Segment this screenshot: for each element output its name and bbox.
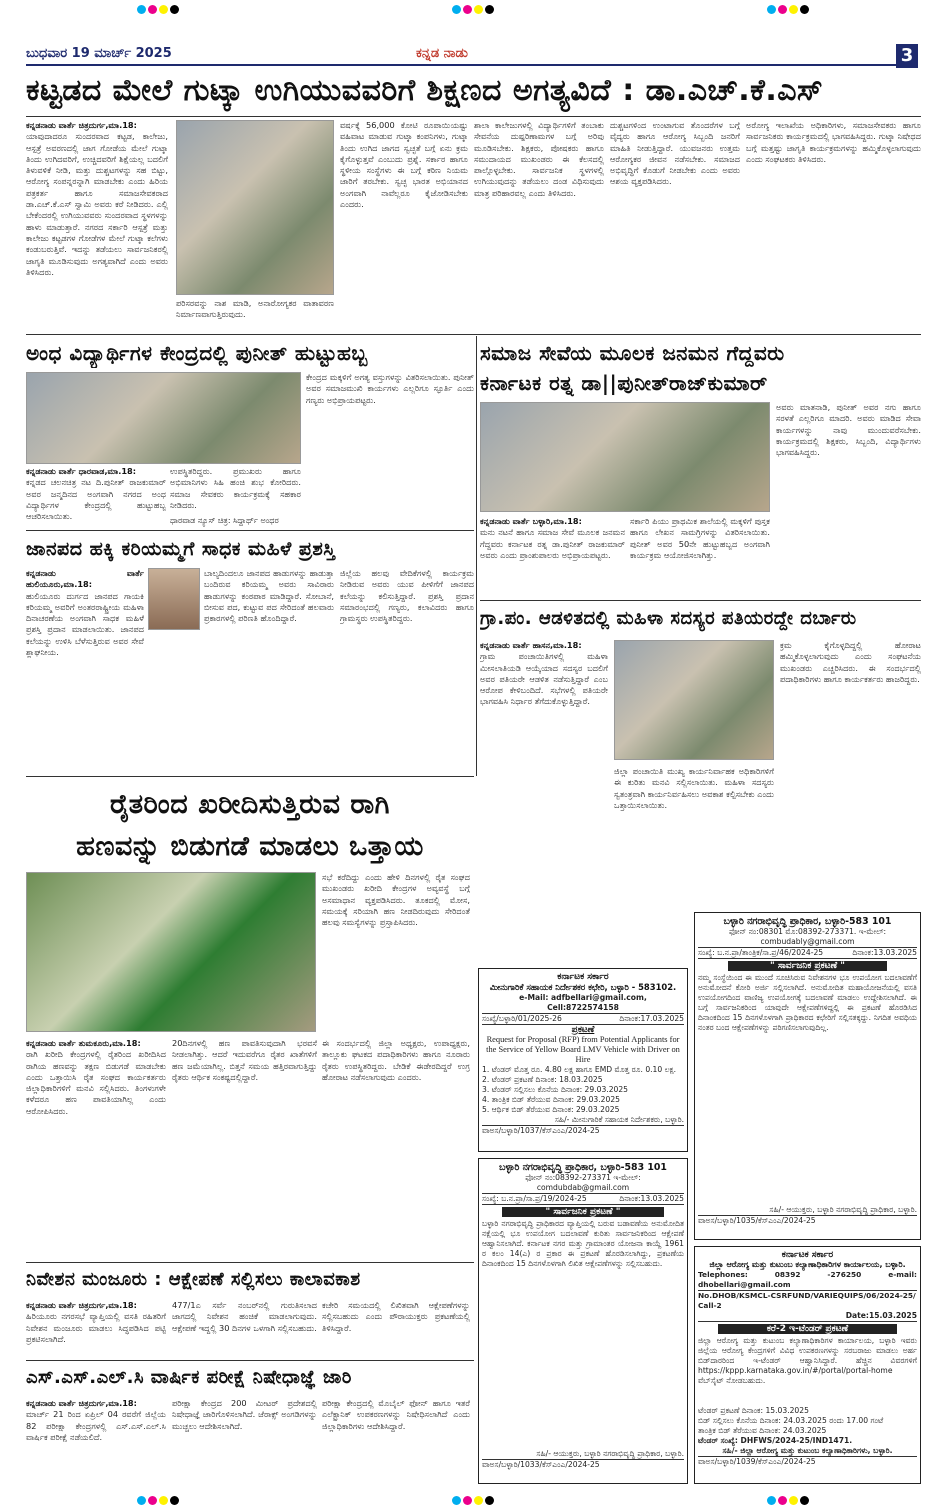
story5-photo xyxy=(614,640,774,760)
story6-photo xyxy=(26,872,316,1032)
ad-ref: ವಾಅಸ/ಬಳ್ಳಾರಿ/1035/ಕೆಸ್‌ಎಂಎ/2024-25 xyxy=(698,1215,917,1226)
story1-column: ಶಾಲಾ ಕಾಲೇಜುಗಳಲ್ಲಿ ವಿದ್ಯಾರ್ಥಿಗಳಿಗೆ ತಂಬಾಕು ಸೇವನೆಯ ದುಷ್ಪರಿಣಾಮಗಳ ಬಗ್ಗೆ ಅರಿವು ಮೂಡಿಸಬೇಕು. ಶಿಕ್ಷಕರು, ಪೋಷಕರು ಹಾಗೂ ಸಮುದಾಯದ ಮುಖಂಡರು ಈ ಕೆಲಸದಲ್ಲಿ ಪಾಲ್ಗೊಳ್ಳಬೇಕು. ಸಾರ್ವಜನಿಕ ಸ್ಥಳಗಳಲ್ಲಿ ಉಗಿಯುವುದನ್ನು ತಡೆಯಲು ದಂಡ ವಿಧಿಸುವುದು ಮಾತ್ರ ಪರಿಹಾರವಲ್ಲ ಎಂದು ತಿಳಿಸಿದರು. xyxy=(474,120,604,198)
ad-item: ಟೆಂಡರ್ ಸಂಖ್ಯೆ: DHFWS/2024-25/IND1471. xyxy=(698,1436,853,1445)
page-number: 3 xyxy=(896,44,918,68)
paper-name: ಕನ್ನಡ ನಾಡು xyxy=(416,46,468,61)
story4-column: ಕನ್ನಡನಾಡು ವಾರ್ತೆ ಹುಲಿಯೂರು,ಮಾ.18: ಹುಲಿಯೂರು ದುರ್ಗದ ಜಾನಪದ ಗಾಯಕಿ ಕರಿಯಮ್ಮ ಅವರಿಗೆ ಅಂತರರಾಷ್ಟ್ರೀಯ ಮಹಿಳಾ ದಿನಾಚರಣೆಯ ಅಂಗವಾಗಿ ಸಾಧಕ ಮಹಿಳೆ ಪ್ರಶಸ್ತಿ ಪ್ರದಾನ ಮಾಡಲಾಯಿತು. ಜಾನಪದ ಕಲೆಯನ್ನು ಉಳಿಸಿ ಬೆಳೆಸುತ್ತಿರುವ ಅವರ ಸೇವೆ ಶ್ಲಾಘನೀಯ. xyxy=(26,568,144,658)
ad-title: " ಸಾರ್ವಜನಿಕ ಪ್ರಕಟಣೆ " xyxy=(728,961,887,971)
ad-ref: ವಾಅಸ/ಬಳ್ಳಾರಿ/1037/ಕೆಸ್‌ಎಂಎ/2024-25 xyxy=(482,1125,684,1136)
story6-headline-2: ಹಣವನ್ನು ಬಿಡುಗಡೆ ಮಾಡಲು ಒತ್ತಾಯ xyxy=(76,831,424,862)
story6-headline-1: ರೈತರಿಂದ ಖರೀದಿಸುತ್ತಿರುವ ರಾಗಿ xyxy=(110,789,390,820)
story3-headline-1: ಸಮಾಜ ಸೇವೆಯ ಮೂಲಕ ಜನಮನ ಗೆದ್ದವರು xyxy=(480,341,785,365)
ad-item: ತಾಂತ್ರಿಕ ಬಿಡ್ ತೆರೆಯುವ ದಿನಾಂಕ: 24.03.2025 xyxy=(698,1426,827,1435)
health-etender-ad xyxy=(694,1246,921,1484)
buda-notice-ad xyxy=(478,1158,688,1484)
ad-item: ಬಿಡ್ ಸಲ್ಲಿಸಲು ಕೊನೆಯ ದಿನಾಂಕ: 24.03.2025 ರಂದು 17.00 ಗಂಟೆ xyxy=(698,1416,884,1425)
story8-column: ಪರೀಕ್ಷಾ ಕೇಂದ್ರದ 200 ಮೀಟರ್ ಪ್ರದೇಶದಲ್ಲಿ ನಿಷೇಧಾಜ್ಞೆ ಜಾರಿಗೊಳಿಸಲಾಗಿದೆ. ಜೆರಾಕ್ಸ್ ಅಂಗಡಿಗಳನ್ನು ಮುಚ್ಚಲು ಆದೇಶಿಸಲಾಗಿದೆ. xyxy=(172,1398,317,1431)
story5-column: ಜಿಲ್ಲಾ ಪಂಚಾಯಿತಿ ಮುಖ್ಯ ಕಾರ್ಯನಿರ್ವಾಹಕ ಅಧಿಕಾರಿಗಳಿಗೆ ಈ ಕುರಿತು ಮನವಿ ಸಲ್ಲಿಸಲಾಯಿತು. ಮಹಿಳಾ ಸದಸ್ಯರು ಸ್ವತಂತ್ರವಾಗಿ ಕಾರ್ಯನಿರ್ವಹಿಸಲು ಅವಕಾಶ ಕಲ್ಪಿಸಬೇಕು ಎಂದು ಒತ್ತಾಯಿಸಲಾಯಿತು. xyxy=(614,766,774,810)
story1-column: ದುಶ್ಚಟಗಳಿಂದ ಉಂಟಾಗುವ ತೊಂದರೆಗಳ ಬಗ್ಗೆ ವೈದ್ಯರು ಹಾಗೂ ಆರೋಗ್ಯ ಸಿಬ್ಬಂದಿ ಜನರಿಗೆ ಮಾಹಿತಿ ನೀಡುತ್ತಿದ್ದಾರೆ. ಯುವಜನರು ಉತ್ತಮ ಆರೋಗ್ಯಕರ ಜೀವನ ನಡೆಸಬೇಕು. ಸಮಾಜದ ಅಭಿವೃದ್ಧಿಗೆ ಕೊಡುಗೆ ನೀಡಬೇಕು ಎಂದು ಅವರು ಆಶಯ ವ್ಯಕ್ತಪಡಿಸಿದರು. xyxy=(610,120,740,187)
story6-column: 20ದಿನಗಳಲ್ಲಿ ಹಣ ಪಾವತಿಸುವುದಾಗಿ ಭರವಸೆ ನೀಡಲಾಗಿತ್ತು. ಆದರೆ ಇದುವರೆಗೂ ರೈತರ ಖಾತೆಗಳಿಗೆ ಹಣ ಜಮೆಯಾಗಿಲ್ಲ. ಬಿತ್ತನೆ ಸಮಯ ಹತ್ತಿರವಾಗುತ್ತಿದ್ದು ರೈತರು ಆರ್ಥಿಕ ಸಂಕಷ್ಟದಲ್ಲಿದ್ದಾರೆ. xyxy=(172,1038,317,1082)
story1-photo xyxy=(176,120,334,295)
ad-item: 3. ಟೆಂಡರ್ ಸಲ್ಲಿಸಲು ಕೊನೆಯ ದಿನಾಂಕ: 29.03.2025 xyxy=(482,1085,629,1094)
ad-text: ಬಳ್ಳಾರಿ ನಗರಾಭಿವೃದ್ಧಿ ಪ್ರಾಧಿಕಾರದ ವ್ಯಾಪ್ತಿಯಲ್ಲಿ ಬರುವ ಬಡಾವಣೆಯ ಅನುಮೋದಿತ ನಕ್ಷೆಯಲ್ಲಿ ಭೂ ಉಪಯೋಗ ಬದಲಾವಣೆ ಕುರಿತು ಸಾರ್ವಜನಿಕರಿಂದ ಆಕ್ಷೇಪಣೆ ಆಹ್ವಾನಿಸಲಾಗಿದೆ. ಕರ್ನಾಟಕ ನಗರ ಮತ್ತು ಗ್ರಾಮಾಂತರ ಯೋಜನಾ ಕಾಯ್ದೆ 1961 ರ ಕಲಂ 14(ಎ) ರ ಪ್ರಕಾರ ಈ ಪ್ರಕಟಣೆ ಹೊರಡಿಸಲಾಗಿದ್ದು, ಪ್ರಕಟಣೆಯ ದಿನಾಂಕದಿಂದ 15 ದಿನಗಳೊಳಗಾಗಿ ಲಿಖಿತ ಆಕ್ಷೇಪಣೆಗಳನ್ನು ಸಲ್ಲಿಸಬಹುದು. xyxy=(482,1219,684,1268)
ad-item: 1. ಟೆಂಡರ್ ಮೊತ್ತ ರೂ. 4.80 ಲಕ್ಷ ಹಾಗೂ EMD ಮೊತ್ತ ರೂ. 0.10 ಲಕ್ಷ. xyxy=(482,1065,677,1074)
story3-column: ಸರ್ಕಾರಿ ಪಿಯು ಪ್ರಾಥಮಿಕ ಶಾಲೆಯಲ್ಲಿ ಮಕ್ಕಳಿಗೆ ಪುಸ್ತಕ ಹಾಗೂ ಲೇಖನ ಸಾಮಗ್ರಿಗಳನ್ನು ವಿತರಿಸಲಾಯಿತು. ಪುನೀತ್ ಅವರ 50ನೇ ಹುಟ್ಟುಹಬ್ಬದ ಅಂಗವಾಗಿ ಕಾರ್ಯಕ್ರಮ ಆಯೋಜಿಸಲಾಗಿತ್ತು. xyxy=(630,516,770,560)
story8-headline: ಎಸ್.ಎಸ್.ಎಲ್.ಸಿ ವಾರ್ಷಿಕ ಪರೀಕ್ಷೆ ನಿಷೇಧಾಜ್ಞೆ ಜಾರಿ xyxy=(26,1367,352,1388)
ad-phone: Telephones: 08392 -276250 e-mail: dhobellari@gmail.com xyxy=(698,1270,917,1289)
ad-office: ಜಿಲ್ಲಾ ಆರೋಗ್ಯ ಮತ್ತು ಕುಟುಂಬ ಕಲ್ಯಾಣಾಧಿಕಾರಿಗಳ ಕಾರ್ಯಾಲಯ, ಬಳ್ಳಾರಿ. xyxy=(709,1260,906,1269)
ad-signature: ಸಹಿ/- ಆಯುಕ್ತರು, ಬಳ್ಳಾರಿ ನಗರಾಭಿವೃದ್ಧಿ ಪ್ರಾಧಿಕಾರ, ಬಳ್ಳಾರಿ. xyxy=(769,1205,917,1214)
story4-column: ಬಾಲ್ಯದಿಂದಲೂ ಜಾನಪದ ಹಾಡುಗಳನ್ನು ಹಾಡುತ್ತಾ ಬಂದಿರುವ ಕರಿಯಮ್ಮ ಅವರು ಸಾವಿರಾರು ಹಾಡುಗಳನ್ನು ಕಂಠಪಾಠ ಮಾಡಿದ್ದಾರೆ. ಸೋಬಾನೆ, ಬೀಸುವ ಪದ, ಕುಟ್ಟುವ ಪದ ಸೇರಿದಂತೆ ಹಲವಾರು ಪ್ರಕಾರಗಳಲ್ಲಿ ಪರಿಣತಿ ಹೊಂದಿದ್ದಾರೆ. xyxy=(204,568,334,624)
story6-column: ಕನ್ನಡನಾಡು ವಾರ್ತೆ ತುಮಕೂರು,ಮಾ.18: ರಾಗಿ ಖರೀದಿ ಕೇಂದ್ರಗಳಲ್ಲಿ ರೈತರಿಂದ ಖರೀದಿಸಿದ ರಾಗಿಯ ಹಣವನ್ನು ತಕ್ಷಣ ಬಿಡುಗಡೆ ಮಾಡಬೇಕು ಎಂದು ಒತ್ತಾಯಿಸಿ ರೈತ ಸಂಘದ ಕಾರ್ಯಕರ್ತರು ಜಿಲ್ಲಾಧಿಕಾರಿಗಳಿಗೆ ಮನವಿ ಸಲ್ಲಿಸಿದರು. ತಿಂಗಳುಗಳೇ ಕಳೆದರೂ ಹಣ ಪಾವತಿಯಾಗಿಲ್ಲ ಎಂದು ಆರೋಪಿಸಿದರು. xyxy=(26,1038,166,1116)
story2-column: ಕೇಂದ್ರದ ಮಕ್ಕಳಿಗೆ ಅಗತ್ಯ ವಸ್ತುಗಳನ್ನು ವಿತರಿಸಲಾಯಿತು. ಪುನೀತ್ ಅವರ ಸಮಾಜಮುಖಿ ಕಾರ್ಯಗಳು ಎಲ್ಲರಿಗೂ ಸ್ಫೂರ್ತಿ ಎಂದು ಗಣ್ಯರು ಅಭಿಪ್ರಾಯಪಟ್ಟರು. xyxy=(306,372,474,405)
story2-photo xyxy=(26,372,301,464)
story3-column: ಅವರು ಮಾತನಾಡಿ, ಪುನೀತ್ ಅವರ ನಗು ಹಾಗೂ ಸರಳತೆ ಎಲ್ಲರಿಗೂ ಮಾದರಿ. ಅವರು ಮಾಡಿದ ಸೇವಾ ಕಾರ್ಯಗಳನ್ನು ನಾವು ಮುಂದುವರೆಸಬೇಕು. ಕಾರ್ಯಕ್ರಮದಲ್ಲಿ ಶಿಕ್ಷಕರು, ಸಿಬ್ಬಂದಿ, ವಿದ್ಯಾರ್ಥಿಗಳು ಭಾಗವಹಿಸಿದ್ದರು. xyxy=(776,402,921,458)
ad-number: ಸಂಖ್ಯೆ/ಬಳ್ಳಾರಿ/01/2025-26 xyxy=(482,1014,562,1023)
column-divider xyxy=(476,336,477,776)
ad-signature: ಸಹಿ/- ಜಿಲ್ಲಾ ಆರೋಗ್ಯ ಮತ್ತು ಕುಟುಂಬ ಕಲ್ಯಾಣಾಧಿಕಾರಿಗಳು, ಬಳ್ಳಾರಿ. xyxy=(722,1446,893,1455)
fisheries-tender-ad xyxy=(478,968,688,1152)
ad-ref: ವಾಅಸ/ಬಳ್ಳಾರಿ/1039/ಕೆಸ್‌ಎಂಎ/2024-25 xyxy=(698,1456,917,1467)
ad-phone: ಫೋನ್ ನಂ:08301 ಮೊ:08392-273371. ಇ-ಮೇಲ್: combudably@gmail.com xyxy=(728,927,887,946)
story2-caption: ಧಾರವಾಡ ನ್ಯೂಸ್ ಚಿತ್ರ: ಸಿದ್ದಾರ್ಥ್ ಅಂಧರ xyxy=(170,516,279,525)
ad-title: " ಸಾರ್ವಜನಿಕ ಪ್ರಕಟಣೆ " xyxy=(502,1207,664,1217)
story7-column: ಕಚೇರಿ ಸಮಯದಲ್ಲಿ ಲಿಖಿತವಾಗಿ ಆಕ್ಷೇಪಣೆಗಳನ್ನು ಸಲ್ಲಿಸಬಹುದು ಎಂದು ಪೌರಾಯುಕ್ತರು ಪ್ರಕಟಣೆಯಲ್ಲಿ ತಿಳಿಸಿದ್ದಾರೆ. xyxy=(322,1300,470,1333)
buda-land-use-ad xyxy=(694,912,921,1240)
ad-header: ಕರ್ನಾಟಕ ಸರ್ಕಾರ xyxy=(557,972,609,982)
story1-column: ವರ್ಷಕ್ಕೆ 56,000 ಕೋಟಿ ರೂಪಾಯಿಯಷ್ಟು ವಹಿವಾಟ ಮಾಡುವ ಗುಟ್ಕಾ ಕಂಪನಿಗಳು, ಗುಟ್ಕಾ ತಿಂದು ಉಗಿದ ಜಾಗದ ಸ್ವಚ್ಛತೆ ಬಗ್ಗೆ ಏನು ಕ್ರಮ ಕೈಗೊಳ್ಳುತ್ತವೆ ಎಂಬುದು ಪ್ರಶ್ನೆ. ಸರ್ಕಾರ ಹಾಗೂ ಸ್ಥಳೀಯ ಸಂಸ್ಥೆಗಳು ಈ ಬಗ್ಗೆ ಕಠಿಣ ನಿಯಮ ಜಾರಿಗೆ ತರಬೇಕು. ಸ್ವಚ್ಛ ಭಾರತ ಅಭಿಯಾನದ ಅಂಗವಾಗಿ ನಾವೆಲ್ಲರೂ ಕೈಜೋಡಿಸಬೇಕು ಎಂದರು. xyxy=(340,120,468,210)
ad-header: ಬಳ್ಳಾರಿ ನಗರಾಭಿವೃದ್ಧಿ ಪ್ರಾಧಿಕಾರ, ಬಳ್ಳಾರಿ-583 101 xyxy=(499,1162,667,1173)
ad-title: ಕರೆ-2 ಇ-ಟೆಂಡರ್ ಪ್ರಕಟಣೆ xyxy=(718,1324,897,1334)
divider xyxy=(26,530,474,531)
story6-column: ಸಭೆ ಕರೆದಿದ್ದು ಎಂದು ಹೇಳಿ ದಿನಗಳಲ್ಲಿ ರೈತ ಸಂಘದ ಮುಖಂಡರು ಖರೀದಿ ಕೇಂದ್ರಗಳ ಅವ್ಯವಸ್ಥೆ ಬಗ್ಗೆ ಅಸಮಾಧಾನ ವ್ಯಕ್ತಪಡಿಸಿದರು. ತೂಕದಲ್ಲಿ ಮೋಸ, ಸಮಯಕ್ಕೆ ಸರಿಯಾಗಿ ಹಣ ನೀಡದಿರುವುದು ಸೇರಿದಂತೆ ಹಲವು ಸಮಸ್ಯೆಗಳನ್ನು ಪ್ರಸ್ತಾಪಿಸಿದರು. xyxy=(322,872,470,928)
story2-column: ಉಪಸ್ಥಿತರಿದ್ದರು. ಪ್ರಮುಖರು ಹಾಗೂ ಅಭಿಮಾನಿಗಳು ಸಿಹಿ ಹಂಚಿ ಶುಭ ಕೋರಿದರು. ಸಮಾಜ ಸೇವಕರು ಕಾರ್ಯಕ್ರಮಕ್ಕೆ ಸಹಕಾರ ನೀಡಿದರು. xyxy=(170,466,301,510)
ad-item: ಟೆಂಡರ್ ಪ್ರಕಟಣೆ ದಿನಾಂಕ: 15.03.2025 xyxy=(698,1406,809,1415)
story1-column: ಕನ್ನಡನಾಡು ವಾರ್ತೆ ಚಿತ್ರದುರ್ಗ,ಮಾ.18: ಯಾವುದಾದರೂ ಸುಂದರವಾದ ಕಟ್ಟಡ, ಕಾಲೇಜು, ಆಸ್ಪತ್ರೆ ಅವರಣದಲ್ಲಿ ಜಾಗ ಗೋಡೆಯ ಮೇಲೆ ಗುಟ್ಕಾ ತಿಂದು ಉಗಿದವರಿಗೆ, ಉಚ್ಚಿದವರಿಗೆ ಶಿಕ್ಷೆಯಲ್ಲ ಬದಲಿಗೆ ತಿಳುವಳಿಕೆ ನೀಡಿ, ಮತ್ತು ದುಶ್ಚಟಗಳನ್ನು ಸಹ ಬಿಟ್ಟು, ಆರೋಗ್ಯ ಸಂಪನ್ನರನ್ನಾಗಿ ಮಾಡಬೇಕು ಎಂದು ಹಿರಿಯ ಪತ್ರಕರ್ತ ಹಾಗೂ ಸಮಾಜಸೇವಕರಾದ ಡಾ.ಎಚ್.ಕೆ.ಎಸ್ ಸ್ವಾಮಿ ಅವರು ಕರೆ ನೀಡಿದರು. ಎಲ್ಲಿ ಬೇಕೆಂದರಲ್ಲಿ ಉಗಿಯುವವರು ಸುಂದರವಾದ ಸ್ಥಳಗಳನ್ನು ಹಾಳು ಮಾಡುತ್ತಾರೆ. ನಗರದ ಸರ್ಕಾರಿ ಆಸ್ಪತ್ರೆ ಮತ್ತು ಕಾಲೇಜು ಕಟ್ಟಡಗಳ ಗೋಡೆಗಳ ಮೇಲೆ ಗುಟ್ಕಾ ಕಲೆಗಳು ಕಂಡುಬರುತ್ತಿವೆ. ಇದನ್ನು ತಡೆಯಲು ಸಾರ್ವಜನಿಕರಲ್ಲಿ ಜಾಗೃತಿ ಮೂಡಿಸುವುದು ಅಗತ್ಯವಾಗಿದೆ ಎಂದು ಅವರು ತಿಳಿಸಿದರು. xyxy=(26,120,168,277)
ad-date: ದಿನಾಂಕ:17.03.2025 xyxy=(619,1014,684,1023)
registration-marks-bottom xyxy=(0,1491,945,1507)
story1-column: ಅರೋಗ್ಯ ಇಲಾಖೆಯ ಅಧಿಕಾರಿಗಳು, ಸಮಾಜಸೇವಕರು ಹಾಗೂ ಸಾರ್ವಜನಿಕರು ಕಾರ್ಯಕ್ರಮದಲ್ಲಿ ಭಾಗವಹಿಸಿದ್ದರು. ಗುಟ್ಕಾ ನಿಷೇಧದ ಬಗ್ಗೆ ಮತ್ತಷ್ಟು ಜಾಗೃತಿ ಕಾರ್ಯಕ್ರಮಗಳನ್ನು ಹಮ್ಮಿಕೊಳ್ಳಲಾಗುವುದು ಎಂದು ಸಂಘಟಕರು ತಿಳಿಸಿದರು. xyxy=(746,120,921,164)
ad-email: e-Mail: adfbellari@gmail.com, Cell:8722574158 xyxy=(519,993,647,1012)
story2-headline: ಅಂಧ ವಿದ್ಯಾರ್ಥಿಗಳ ಕೇಂದ್ರದಲ್ಲಿ ಪುನೀತ್ ಹುಟ್ಟುಹಬ್ಬ xyxy=(26,341,368,365)
ad-office: ಮೀನುಗಾರಿಕೆ ಸಹಾಯಕ ನಿರ್ದೇಶಕರ ಕಛೇರಿ, ಬಳ್ಳಾರಿ - 583102. xyxy=(489,982,677,992)
story3-photo xyxy=(480,402,770,512)
ad-signature: ಸಹಿ/- ಮೀನುಗಾರಿಕೆ ಸಹಾಯಕ ನಿರ್ದೇಶಕರು, ಬಳ್ಳಾರಿ. xyxy=(554,1115,684,1124)
story8-column: ಕನ್ನಡನಾಡು ವಾರ್ತೆ ಚಿತ್ರದುರ್ಗ,ಮಾ.18: ಮಾರ್ಚ್ 21 ರಿಂದ ಏಪ್ರಿಲ್ 04 ರವರೆಗೆ ಜಿಲ್ಲೆಯ 82 ಪರೀಕ್ಷಾ ಕೇಂದ್ರಗಳಲ್ಲಿ ಎಸ್.ಎಸ್.ಎಲ್.ಸಿ ವಾರ್ಷಿಕ ಪರೀಕ್ಷೆ ನಡೆಯಲಿದೆ. xyxy=(26,1398,166,1442)
ad-date: ದಿನಾಂಕ:13.03.2025 xyxy=(852,948,917,957)
story1-caption: ಪರಿಸರವನ್ನು ನಾಶ ಮಾಡಿ, ಅನಾರೋಗ್ಯಕರ ವಾತಾವರಣ ನಿರ್ಮಾಣವಾಗುತ್ತಿರುವುದು. xyxy=(176,298,334,320)
ad-item: 5. ಆರ್ಥಿಕ ಬಿಡ್ ತೆರೆಯುವ ದಿನಾಂಕ: 29.03.2025 xyxy=(482,1105,620,1114)
ad-signature: ಸಹಿ/- ಆಯುಕ್ತರು, ಬಳ್ಳಾರಿ ನಗರಾಭಿವೃದ್ಧಿ ಪ್ರಾಧಿಕಾರ, ಬಳ್ಳಾರಿ. xyxy=(536,1449,684,1458)
divider xyxy=(26,776,474,777)
story1-headline: ಕಟ್ಟಡದ ಮೇಲೆ ಗುಟ್ಕಾ ಉಗಿಯುವವರಿಗೆ ಶಿಕ್ಷಣದ ಅಗತ್ಯವಿದೆ : ಡಾ.ಎಚ್.ಕೆ.ಎಸ್ xyxy=(26,73,824,108)
ad-item: 4. ತಾಂತ್ರಿಕ ಬಿಡ್ ತೆರೆಯುವ ದಿನಾಂಕ: 29.03.2025 xyxy=(482,1095,620,1104)
story8-column: ಪರೀಕ್ಷಾ ಕೇಂದ್ರದಲ್ಲಿ ಮೊಬೈಲ್ ಫೋನ್ ಹಾಗೂ ಇತರೆ ಎಲೆಕ್ಟ್ರಾನಿಕ್ ಉಪಕರಣಗಳನ್ನು ನಿಷೇಧಿಸಲಾಗಿದೆ ಎಂದು ಜಿಲ್ಲಾಧಿಕಾರಿಗಳು ಆದೇಶಿಸಿದ್ದಾರೆ. xyxy=(322,1398,470,1431)
story6-column: ಈ ಸಂದರ್ಭದಲ್ಲಿ ಜಿಲ್ಲಾ ಅಧ್ಯಕ್ಷರು, ಉಪಾಧ್ಯಕ್ಷರು, ತಾಲ್ಲೂಕು ಘಟಕದ ಪದಾಧಿಕಾರಿಗಳು ಹಾಗೂ ನೂರಾರು ರೈತರು ಉಪಸ್ಥಿತರಿದ್ದರು. ಬೇಡಿಕೆ ಈಡೇರದಿದ್ದರೆ ಉಗ್ರ ಹೋರಾಟ ನಡೆಸಲಾಗುವುದು ಎಂದರು. xyxy=(322,1038,470,1082)
ad-item: 2. ಟೆಂಡರ್ ಪ್ರಕಟಣೆ ದಿನಾಂಕ: 18.03.2025 xyxy=(482,1075,603,1084)
ad-date: ದಿನಾಂಕ:13.03.2025 xyxy=(619,1194,684,1203)
story3-headline-2: ಕರ್ನಾಟಕ ರತ್ನ ಡಾ||ಪುನೀತ್‌ರಾಜ್‌ಕುಮಾರ್ xyxy=(480,371,768,395)
divider xyxy=(26,1360,474,1361)
story5-headline: ಗ್ರಾ.ಪಂ. ಆಡಳಿತದಲ್ಲಿ ಮಹಿಳಾ ಸದಸ್ಯರ ಪತಿಯರದ್ದೇ ದರ್ಬಾರು xyxy=(480,608,857,629)
story4-portrait xyxy=(148,568,200,630)
ad-phone: ಫೋನ್ ನಂ:08392-273371 ಇ-ಮೇಲ್: comdubdab@gmail.com xyxy=(525,1173,641,1192)
ad-number: ಸಂಖ್ಯೆ: ಬ.ನ.ಪ್ರಾ/ಸಾ.ಪ್ರ/19/2024-25 xyxy=(482,1194,587,1203)
page-header xyxy=(26,46,896,66)
ad-subject: Request for Proposal (RFP) from Potential Applicants for the Service of Yellow Board LMV Vehicle with Driver on Hire xyxy=(486,1035,680,1064)
registration-marks-top xyxy=(0,0,945,16)
story5-column: ಕ್ರಮ ಕೈಗೊಳ್ಳದಿದ್ದಲ್ಲಿ ಹೋರಾಟ ಹಮ್ಮಿಕೊಳ್ಳಲಾಗುವುದು ಎಂದು ಸಂಘಟನೆಯ ಮುಖಂಡರು ಎಚ್ಚರಿಸಿದರು. ಈ ಸಂದರ್ಭದಲ್ಲಿ ಪದಾಧಿಕಾರಿಗಳು ಹಾಗೂ ಕಾರ್ಯಕರ್ತರು ಹಾಜರಿದ್ದರು. xyxy=(780,640,921,684)
story3-column: ಕನ್ನಡನಾಡು ವಾರ್ತೆ ಬಳ್ಳಾರಿ,ಮಾ.18: ಮನು ನಟನೆ ಹಾಗೂ ಸಮಾಜ ಸೇವೆ ಮೂಲಕ ಜನಮನ ಗೆದ್ದವರು ಕರ್ನಾಟಕ ರತ್ನ ಡಾ.ಪುನೀತ್ ರಾಜಕುಮಾರ್ ಅವರು ಎಂದು ಪ್ರಾಂಶುಪಾಲರು ಅಭಿಪ್ರಾಯಪಟ್ಟರು. xyxy=(480,516,625,560)
divider xyxy=(480,600,921,601)
story2-column: ಕನ್ನಡನಾಡು ವಾರ್ತೆ ಧಾರವಾಡ,ಮಾ.18: ಕನ್ನಡದ ಚಲನಚಿತ್ರ ನಟ ದಿ.ಪುನೀತ್ ರಾಜಕುಮಾರ್ ಅವರ ಜನ್ಮದಿನದ ಅಂಗವಾಗಿ ನಗರದ ಅಂಧ ವಿದ್ಯಾರ್ಥಿಗಳ ಕೇಂದ್ರದಲ್ಲಿ ಹುಟ್ಟುಹಬ್ಬ ಆಚರಿಸಲಾಯಿತು. xyxy=(26,466,166,522)
ad-number: ಸಂಖ್ಯೆ: ಬ.ನ.ಪ್ರಾ/ತಾಂತ್ರಿಕ/ಸಾ.ಪ್ರ/46/2024-25 xyxy=(698,948,824,957)
ad-text: ಜಿಲ್ಲಾ ಆರೋಗ್ಯ ಮತ್ತು ಕುಟುಂಬ ಕಲ್ಯಾಣಾಧಿಕಾರಿಗಳ ಕಾರ್ಯಾಲಯ, ಬಳ್ಳಾರಿ ಇವರು ಜಿಲ್ಲೆಯ ಆರೋಗ್ಯ ಕೇಂದ್ರಗಳಿಗೆ ವಿವಿಧ ಉಪಕರಣಗಳನ್ನು ಸರಬರಾಜು ಮಾಡಲು ಅರ್ಹ ಬಿಡ್‌ದಾರರಿಂದ ಇ-ಟೆಂಡರ್ ಆಹ್ವಾನಿಸಿದ್ದಾರೆ. ಹೆಚ್ಚಿನ ವಿವರಗಳಿಗೆ https://kppp.karnataka.gov.in/#/portal/portal-home ವೆಬ್‌ಸೈಟ್ ನೋಡಬಹುದು. xyxy=(698,1336,917,1385)
ad-text: ನಮ್ಮ ಸಂಸ್ಥೆಯಿಂದ ಈ ಮುಂದೆ ಸೂಚಿಸಿರುವ ನಿವೇಶನಗಳ ಭೂ ಉಪಯೋಗ ಬದಲಾವಣೆಗೆ ಅನುಮೋದನೆ ಕೋರಿ ಅರ್ಜಿ ಸಲ್ಲಿಸಲಾಗಿದೆ. ಅನುಮೋದಿತ ಮಹಾಯೋಜನೆಯಲ್ಲಿ ವಸತಿ ಉಪಯೋಗದಿಂದ ವಾಣಿಜ್ಯ ಉಪಯೋಗಕ್ಕೆ ಬದಲಾವಣೆ ಮಾಡಲು ಉದ್ದೇಶಿಸಲಾಗಿದೆ. ಈ ಬಗ್ಗೆ ಸಾರ್ವಜನಿಕರಿಂದ ಯಾವುದೇ ಆಕ್ಷೇಪಣೆಗಳಿದ್ದಲ್ಲಿ ಈ ಪ್ರಕಟಣೆ ಹೊರಡಿಸಿದ ದಿನಾಂಕದಿಂದ 15 ದಿನಗಳೊಳಗಾಗಿ ಪ್ರಾಧಿಕಾರದ ಕಛೇರಿಗೆ ಸಲ್ಲಿಸತಕ್ಕದ್ದು. ನಿಗದಿತ ಅವಧಿಯ ನಂತರ ಬಂದ ಆಕ್ಷೇಪಣೆಗಳನ್ನು ಪರಿಗಣಿಸಲಾಗುವುದಿಲ್ಲ. xyxy=(698,973,917,1032)
story7-column: ಕನ್ನಡನಾಡು ವಾರ್ತೆ ಚಿತ್ರದುರ್ಗ,ಮಾ.18: ಹಿರಿಯೂರು ನಗರಸಭೆ ವ್ಯಾಪ್ತಿಯಲ್ಲಿ ವಸತಿ ರಹಿತರಿಗೆ ನಿವೇಶನ ಮಂಜೂರು ಮಾಡಲು ಸಿದ್ಧಪಡಿಸಿದ ಪಟ್ಟಿ ಪ್ರಕಟಿಸಲಾಗಿದೆ. xyxy=(26,1300,166,1344)
ad-header: ಬಳ್ಳಾರಿ ನಗರಾಭಿವೃದ್ಧಿ ಪ್ರಾಧಿಕಾರ, ಬಳ್ಳಾರಿ-583 101 xyxy=(723,916,892,927)
divider xyxy=(26,334,921,335)
story7-column: 477/1ಎ ಸರ್ವೆ ನಂಬರ್‌ನಲ್ಲಿ ಗುರುತಿಸಲಾದ ಜಾಗದಲ್ಲಿ ನಿವೇಶನ ಹಂಚಿಕೆ ಮಾಡಲಾಗುವುದು. ಆಕ್ಷೇಪಣೆ ಇದ್ದಲ್ಲಿ 30 ದಿನಗಳ ಒಳಗಾಗಿ ಸಲ್ಲಿಸಬಹುದು. xyxy=(172,1300,317,1333)
story7-headline: ನಿವೇಶನ ಮಂಜೂರು : ಆಕ್ಷೇಪಣೆ ಸಲ್ಲಿಸಲು ಕಾಲಾವಕಾಶ xyxy=(26,1269,361,1290)
story4-headline: ಜಾನಪದ ಹಕ್ಕಿ ಕರಿಯಮ್ಮಗೆ ಸಾಧಕ ಮಹಿಳೆ ಪ್ರಶಸ್ತಿ xyxy=(26,538,336,560)
ad-header: ಕರ್ನಾಟಕ ಸರ್ಕಾರ xyxy=(781,1250,834,1260)
ad-title: ಪ್ರಕಟಣೆ xyxy=(571,1025,595,1035)
story4-column: ಜಿಲ್ಲೆಯ ಹಲವು ವೇದಿಕೆಗಳಲ್ಲಿ ಕಾರ್ಯಕ್ರಮ ನೀಡಿರುವ ಅವರು ಯುವ ಪೀಳಿಗೆಗೆ ಜಾನಪದ ಕಲೆಯನ್ನು ಕಲಿಸುತ್ತಿದ್ದಾರೆ. ಪ್ರಶಸ್ತಿ ಪ್ರದಾನ ಸಮಾರಂಭದಲ್ಲಿ ಗಣ್ಯರು, ಕಲಾವಿದರು ಹಾಗೂ ಗ್ರಾಮಸ್ಥರು ಉಪಸ್ಥಿತರಿದ್ದರು. xyxy=(340,568,474,624)
divider xyxy=(26,116,921,117)
ad-ref: ವಾಅಸ/ಬಳ್ಳಾರಿ/1033/ಕೆಸ್‌ಎಂಎ/2024-25 xyxy=(482,1459,684,1470)
divider xyxy=(26,1262,474,1263)
issue-date: ಬುಧವಾರ 19 ಮಾರ್ಚ್ 2025 xyxy=(26,46,172,61)
ad-number: No.DHOB/KSMCL-CSRFUND/VARIEQUIPS/06/2024-25/ Call-2 xyxy=(698,1291,916,1310)
ad-date: Date:15.03.2025 xyxy=(698,1311,917,1322)
story5-column: ಕನ್ನಡನಾಡು ವಾರ್ತೆ ಹಾಸನ,ಮಾ.18: ಗ್ರಾಮ ಪಂಚಾಯಿತಿಗಳಲ್ಲಿ ಮಹಿಳಾ ಮೀಸಲಾತಿಯಡಿ ಆಯ್ಕೆಯಾದ ಸದಸ್ಯರ ಬದಲಿಗೆ ಅವರ ಪತಿಯರೇ ಆಡಳಿತ ನಡೆಸುತ್ತಿದ್ದಾರೆ ಎಂಬ ಆರೋಪ ಕೇಳಿಬಂದಿದೆ. ಸಭೆಗಳಲ್ಲಿ ಪತಿಯರೇ ಭಾಗವಹಿಸಿ ನಿರ್ಧಾರ ತೆಗೆದುಕೊಳ್ಳುತ್ತಿದ್ದಾರೆ. xyxy=(480,640,608,707)
